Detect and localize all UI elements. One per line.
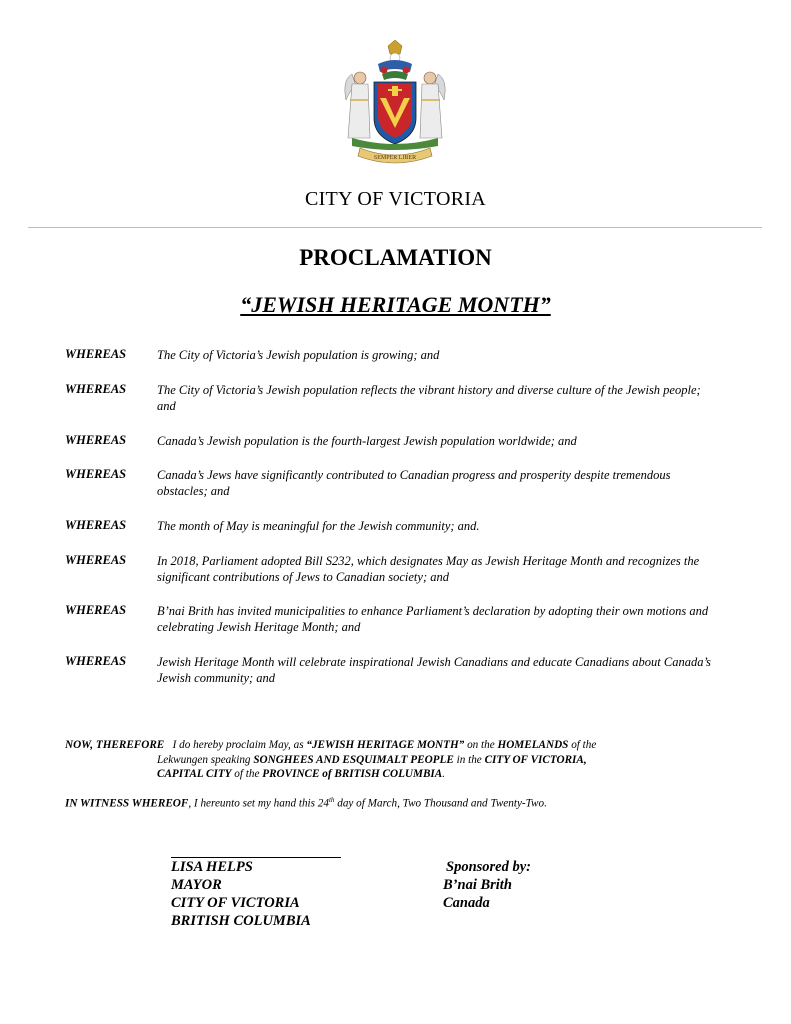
city-heading: CITY OF VICTORIA	[304, 188, 487, 210]
motto-scroll	[358, 148, 432, 163]
mayor-title: MAYOR	[171, 877, 222, 893]
whereas-label: WHEREAS	[65, 433, 127, 447]
sponsor-country: Canada	[443, 895, 490, 911]
shield	[374, 82, 416, 144]
whereas-text: B’nai Brith has invited municipalities to enhance Parliament’s declaration by adopting their own motions and celebrating Jewish Heritage Month; and	[157, 604, 709, 634]
crest-crown	[378, 40, 412, 80]
witness-text: , I hereunto set my hand this 24	[188, 797, 329, 810]
proclamation-title: PROCLAMATION	[299, 245, 492, 270]
whereas-label: WHEREAS	[65, 467, 127, 481]
whereas-text: In 2018, Parliament adopted Bill S232, which designates May as Jewish Heritage Month and recognizes the significant contributions of Jews to Canadian society; and	[157, 554, 700, 584]
whereas-label: WHEREAS	[65, 518, 127, 532]
header-divider	[28, 227, 762, 228]
therefore-city: CITY OF VICTORIA,	[484, 753, 587, 766]
therefore-capital: CAPITAL CITY	[157, 768, 232, 780]
witness-text: day of March, Two Thousand and Twenty-Two.	[334, 797, 547, 810]
signature-province: BRITISH COLUMBIA	[171, 913, 311, 929]
therefore-text: in the	[456, 753, 482, 766]
whereas-text: The City of Victoria’s Jewish population is growing; and	[157, 348, 440, 362]
therefore-text: of the	[234, 768, 260, 780]
therefore-month: “JEWISH HERITAGE MONTH”	[306, 739, 465, 751]
therefore-text: Lekwungen speaking	[157, 753, 251, 766]
witness-clause	[65, 796, 745, 810]
mayor-name: LISA HELPS	[171, 859, 253, 875]
city-coat-of-arms	[338, 40, 452, 166]
therefore-province: PROVINCE of BRITISH COLUMBIA	[262, 768, 443, 780]
therefore-homelands: HOMELANDS	[497, 739, 569, 751]
whereas-text: The City of Victoria’s Jewish population reflects the vibrant history and diverse culture of the Jewish people; and	[157, 383, 701, 413]
whereas-text: Canada’s Jewish population is the fourth-largest Jewish population worldwide; and	[157, 434, 577, 448]
therefore-lead: NOW, THEREFORE	[65, 739, 165, 751]
therefore-text: of the	[571, 739, 597, 751]
whereas-label: WHEREAS	[65, 553, 127, 567]
proclamation-subtitle: “JEWISH HERITAGE MONTH”	[240, 292, 551, 317]
therefore-peoples: SONGHEES AND ESQUIMALT PEOPLE	[253, 753, 454, 766]
whereas-text: Canada’s Jews have significantly contributed to Canadian progress and prosperity despite tremendous obstacles; and	[157, 468, 671, 498]
therefore-text: I do hereby proclaim May, as	[172, 739, 304, 751]
witness-ordinal: th	[328, 796, 335, 804]
therefore-text: on the	[467, 739, 495, 751]
left-angel-supporter	[345, 72, 370, 138]
sponsor-org: B’nai Brith	[443, 877, 512, 893]
sponsor-block	[443, 858, 531, 912]
crest-motto: SEMPER LIBER	[373, 155, 417, 161]
right-angel-supporter	[420, 72, 445, 138]
signature-city: CITY OF VICTORIA	[171, 895, 300, 911]
therefore-clause	[65, 738, 725, 782]
therefore-text: .	[442, 768, 446, 780]
sponsor-heading: Sponsored by:	[446, 859, 531, 875]
whereas-label: WHEREAS	[65, 382, 127, 396]
witness-lead: IN WITNESS WHEREOF	[65, 797, 189, 810]
whereas-label: WHEREAS	[65, 654, 127, 668]
whereas-text: The month of May is meaningful for the Jewish community; and.	[157, 519, 480, 533]
whereas-label: WHEREAS	[65, 347, 127, 361]
whereas-text: Jewish Heritage Month will celebrate inspirational Jewish Canadians and educate Canadians about Canada’s Jewish community; and	[157, 655, 711, 685]
signature-block	[171, 858, 311, 930]
whereas-label: WHEREAS	[65, 603, 127, 617]
